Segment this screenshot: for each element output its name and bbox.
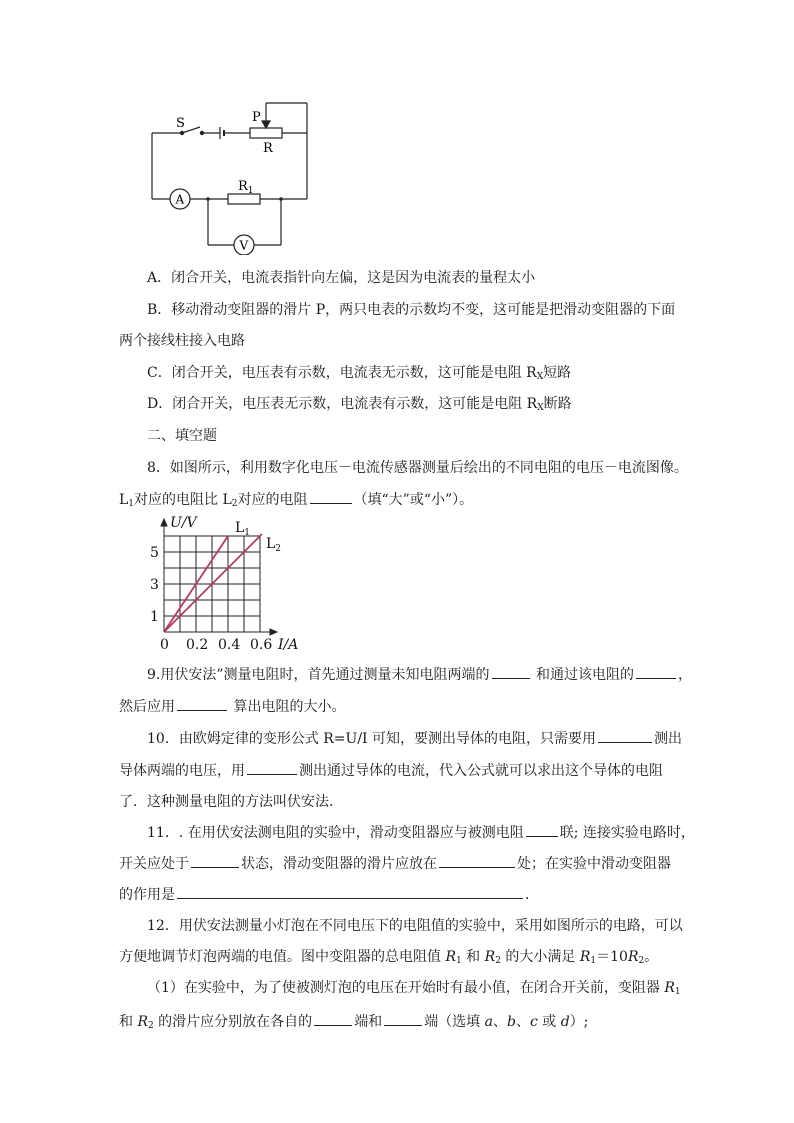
q12-line3: （1）在实验中，为了使被测灯泡的电压在开始时有最小值，在闭合开关前，变阻器 $R_1$ bbox=[147, 980, 681, 997]
x-tick-label: 0 bbox=[160, 637, 169, 653]
q12-line2: 方便地调节灯泡两端的电值。图中变阻器的总电阻值 $R_1$ 和 $R_2$ 的大小满足 $R_1=10R_2$。 bbox=[119, 949, 659, 966]
q12-line4: 和 $R_2$ 的滑片应分别放在各自的 端和 端（选填 a、b、c 或 d）; bbox=[119, 1011, 588, 1036]
q8-line1: 8．如图所示，利用数字化电压－电流传感器测量后绘出的不同电阻的电压－电流图像。 bbox=[147, 460, 688, 476]
section-heading: 二、填空题 bbox=[147, 428, 217, 444]
q11-blank-2[interactable] bbox=[191, 853, 239, 868]
q10-line3: 了．这种测量电阻的方法叫伏安法． bbox=[119, 794, 343, 810]
q7-option-d: D．闭合开关，电压表无示数，电流表有示数，这可能是电阻 $R_X$断路 bbox=[147, 396, 572, 413]
series-line-l2 bbox=[164, 534, 262, 632]
q9-blank-2[interactable] bbox=[636, 664, 676, 679]
q8-answer-blank[interactable] bbox=[310, 489, 352, 504]
ui-graph bbox=[145, 512, 315, 657]
q8-line2: $L_1$对应的电阻比 $L_2$对应的电阻 （填“大”或“小”）。 bbox=[119, 489, 473, 514]
q10-blank-2[interactable] bbox=[247, 760, 297, 775]
q9-blank-1[interactable] bbox=[492, 664, 530, 679]
q7-option-a: A．闭合开关，电流表指针向左偏，这是因为电流表的量程太小 bbox=[147, 270, 536, 286]
y-tick-label: 3 bbox=[150, 577, 159, 593]
q9-line1: 9.用伏安法”测量电阻时，首先通过测量未知电阻两端的 和通过该电阻的 ， bbox=[147, 664, 692, 685]
slider-label: P bbox=[252, 110, 261, 125]
rheostat-label: R bbox=[263, 141, 273, 156]
circuit-diagram bbox=[140, 95, 320, 255]
y-tick-label: 5 bbox=[150, 545, 159, 561]
q11-blank-1[interactable] bbox=[526, 822, 558, 837]
q11-line3: 的作用是 ． bbox=[119, 884, 539, 905]
y-axis-arrow bbox=[161, 519, 167, 526]
x-axis-arrow bbox=[270, 629, 277, 635]
ammeter-label: A bbox=[175, 192, 185, 207]
q10-blank-1[interactable] bbox=[598, 728, 652, 743]
x-tick-label: 0.6 bbox=[250, 637, 273, 653]
y-axis-label: U/V bbox=[170, 515, 197, 531]
q12-blank-1[interactable] bbox=[314, 1011, 352, 1026]
voltmeter-label: V bbox=[239, 238, 249, 253]
series-label-l2: $L_2$ bbox=[266, 536, 282, 554]
q10-line1: 10．由欧姆定律的变形公式 R=U/I 可知，要测出导体的电阻，只需要用 测出 bbox=[147, 728, 682, 749]
q12-line1: 12．用伏安法测量小灯泡在不同电压下的电阻值的实验中，采用如图所示的电路，可以 bbox=[147, 918, 683, 934]
q11-line2: 开关应处于 状态，滑动变阻器的滑片应放在 处；在实验中滑动变阻器 bbox=[119, 853, 671, 874]
q7-option-c: C．闭合开关，电压表有示数，电流表无示数，这可能是电阻 $R_X$短路 bbox=[147, 365, 572, 382]
q11-blank-4[interactable] bbox=[177, 884, 523, 899]
q7-option-b-line1: B．移动滑动变阻器的滑片 P，两只电表的示数均不变，这可能是把滑动变阻器的下面 bbox=[147, 302, 676, 318]
x-axis-label: I/A bbox=[278, 637, 299, 653]
x-tick-label: 0.4 bbox=[218, 637, 241, 653]
series-label-l1: $L_1$ bbox=[235, 520, 251, 538]
q10-line2: 导体两端的电压，用 测出通过导体的电流，代入公式就可以求出这个导体的电阻 bbox=[119, 760, 663, 781]
switch-label: S bbox=[176, 116, 185, 131]
q11-blank-3[interactable] bbox=[439, 853, 515, 868]
q7-option-b-line2: 两个接线柱接入电路 bbox=[119, 333, 245, 349]
q11-line1: 11．. 在用伏安法测电阻的实验中，滑动变阻器应与被测电阻 联; 连接实验电路时， bbox=[147, 822, 695, 843]
q9-line2: 然后应用 算出电阻的大小。 bbox=[119, 696, 345, 717]
y-tick-label: 1 bbox=[150, 609, 159, 625]
x-tick-label: 0.2 bbox=[186, 637, 209, 653]
q12-blank-2[interactable] bbox=[384, 1011, 422, 1026]
q9-blank-3[interactable] bbox=[177, 696, 227, 711]
resistor-label: $R_1$ bbox=[238, 179, 254, 196]
